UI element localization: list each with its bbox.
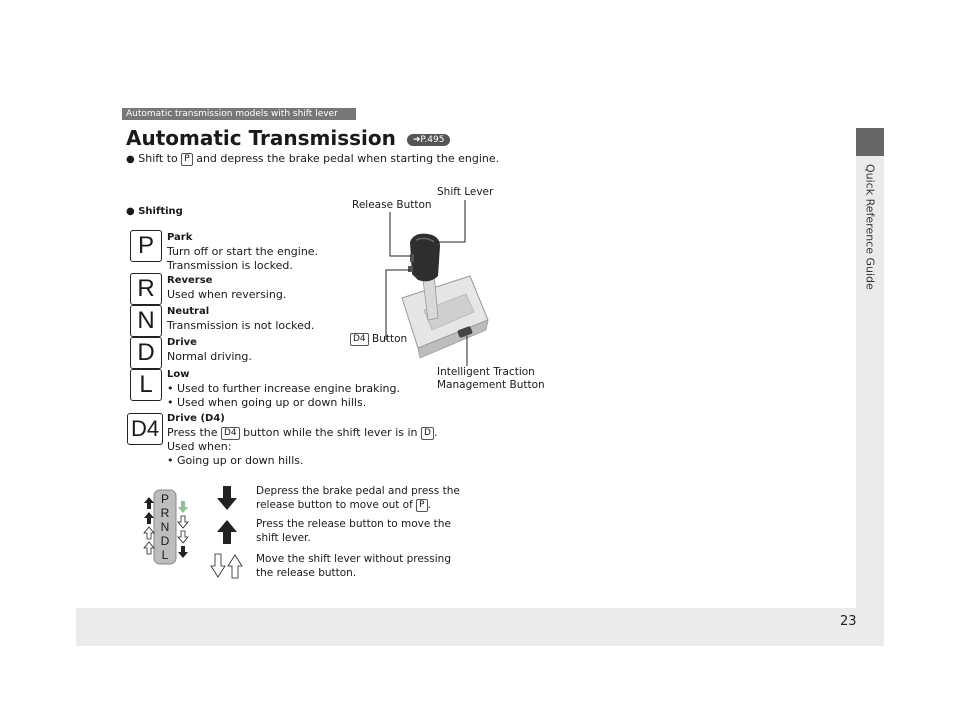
page-reference-link[interactable] [407, 134, 451, 146]
legend-line [256, 498, 460, 512]
green-down-arrow-icon [178, 501, 188, 513]
callout-itm-line: Intelligent Traction [437, 366, 535, 378]
legend-line: shift lever. [256, 532, 311, 544]
bullet-icon: • [167, 454, 174, 467]
position-desc: Going up or down hills. [177, 454, 304, 467]
legend-item-release [256, 517, 451, 545]
intro-suffix: and depress the brake pedal when starting the engine. [196, 152, 500, 165]
solid-up-arrow-icon [144, 512, 154, 524]
position-desc: Normal driving. [167, 350, 252, 363]
page-number: 23 [840, 614, 857, 629]
d4-text: Press the [167, 426, 218, 439]
legend-item-no-release [256, 552, 451, 580]
legend-outline-up-arrow-icon [228, 555, 242, 578]
gate-letter: N [160, 520, 170, 534]
section-band: Automatic transmission models with shift lever [122, 108, 356, 120]
legend-solid-up-arrow-icon [217, 520, 237, 544]
key-d4: D4 [221, 427, 240, 440]
legend-arrows [208, 482, 256, 582]
side-tab [856, 128, 884, 156]
title-text: Automatic Transmission [126, 126, 396, 150]
position-p-icon: P [130, 230, 162, 262]
position-name: Drive [167, 337, 197, 348]
bullet-icon: • [167, 396, 174, 409]
callout-shift-lever: Shift Lever [437, 186, 494, 198]
callout-d4-button [350, 333, 407, 346]
position-name: Park [167, 232, 193, 243]
position-l-icon: L [130, 369, 162, 401]
d4-used-when: Used when: [167, 440, 232, 453]
position-name: Neutral [167, 306, 210, 317]
position-name: Drive (D4) [167, 413, 225, 424]
d4-text: . [433, 426, 438, 439]
leader-shift-lever [434, 200, 465, 242]
footer-band [76, 608, 884, 646]
intro-line [126, 152, 499, 166]
d4-button-icon[interactable] [408, 266, 413, 272]
bullet-icon: ● [126, 206, 135, 217]
legend-solid-down-arrow-icon [217, 486, 237, 510]
d4-text: button while the shift lever is in [243, 426, 418, 439]
position-desc: Turn off or start the engine. [167, 245, 319, 258]
legend-text: . [427, 499, 431, 511]
position-desc: Used to further increase engine braking. [177, 382, 401, 395]
legend-outline-down-arrow-icon [211, 554, 225, 577]
key-p: P [181, 153, 192, 166]
bullet-icon: ● [126, 154, 135, 165]
intro-prefix: Shift to [138, 152, 178, 165]
position-d-icon: D [130, 337, 162, 369]
position-drive [167, 336, 252, 364]
position-bullet [167, 454, 437, 468]
d4-instruction [167, 426, 437, 440]
gate-letter: P [160, 492, 169, 506]
position-drive-d4 [167, 412, 437, 468]
bullet-icon: • [167, 382, 174, 395]
gate-letter: L [161, 548, 169, 562]
position-neutral [167, 305, 314, 333]
page-title [126, 126, 450, 150]
position-desc: Transmission is locked. [167, 259, 293, 272]
position-name: Reverse [167, 275, 213, 286]
lever-knob[interactable] [410, 234, 440, 282]
legend-line: Move the shift lever without pressing [256, 553, 451, 565]
position-park [167, 231, 318, 273]
gate-letters [154, 492, 176, 562]
position-desc: Used when reversing. [167, 288, 287, 301]
position-desc: Used when going up or down hills. [177, 396, 367, 409]
solid-up-arrow-icon [144, 497, 154, 509]
key-d: D [421, 427, 434, 440]
solid-down-arrow-icon [178, 546, 188, 558]
release-button-icon[interactable] [410, 254, 414, 262]
shifting-heading-text: Shifting [138, 206, 183, 217]
page-ref-text: P.495 [420, 134, 445, 145]
callout-release-button: Release Button [352, 199, 432, 211]
legend-text: release button to move out of [256, 499, 413, 511]
position-name: Low [167, 369, 190, 380]
callout-itm-line: Management Button [437, 379, 545, 391]
position-n-icon: N [130, 305, 162, 337]
legend-item-brake [256, 484, 460, 512]
position-reverse [167, 274, 286, 302]
outline-down-arrow-icon [178, 531, 188, 543]
outline-up-arrow-icon [144, 542, 154, 554]
position-r-icon: R [130, 273, 162, 305]
position-desc: Transmission is not locked. [167, 319, 315, 332]
key-p: P [416, 499, 427, 512]
leader-release-button [390, 212, 412, 256]
gate-letter: D [160, 534, 170, 548]
legend-line: the release button. [256, 567, 357, 579]
gate-letter: R [160, 506, 170, 520]
callout-d4-text: Button [372, 333, 408, 345]
key-d4: D4 [350, 333, 369, 346]
legend-line: Press the release button to move the [256, 518, 451, 530]
arrow-icon: ➜ [412, 134, 421, 145]
outline-up-arrow-icon [144, 527, 154, 539]
outline-down-arrow-icon [178, 516, 188, 528]
shifting-heading [126, 204, 183, 217]
position-d4-icon: D4 [127, 413, 163, 445]
side-label: Quick Reference Guide [863, 164, 877, 290]
legend-line: Depress the brake pedal and press the [256, 485, 460, 497]
callout-itm-button [437, 366, 545, 392]
